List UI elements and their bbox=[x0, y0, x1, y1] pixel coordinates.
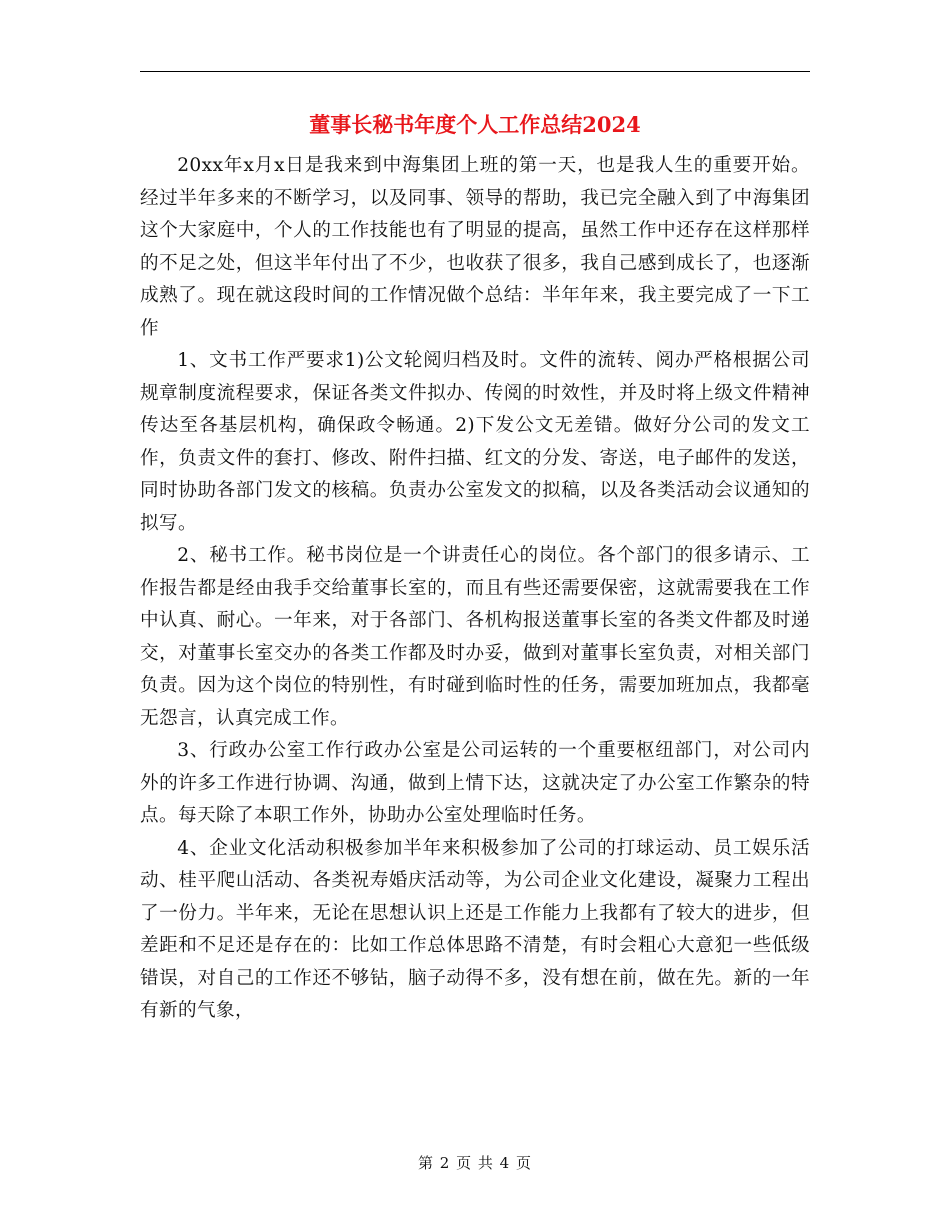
page-number-footer: 第 2 页 共 4 页 bbox=[418, 1154, 532, 1172]
document-body bbox=[140, 150, 810, 1028]
paragraph-item-4: 4、企业文化活动积极参加半年来积极参加了公司的打球运动、员工娱乐活动、桂平爬山活动、各类祝寿婚庆活动等，为公司企业文化建设，凝聚力工程出了一份力。半年来，无论在思想认识上还是工作能力上我都有了较大的进步，但差距和不足还是存在的：比如工作总体思路不清楚，有时会粗心大意犯一些低级错误，对自己的工作还不够钻，脑子动得不多，没有想在前，做在先。新的一年有新的气象， bbox=[140, 837, 810, 1021]
paragraph-item-1: 1、文书工作严要求1)公文轮阅归档及时。文件的流转、阅办严格根据公司规章制度流程要求，保证各类文件拟办、传阅的时效性，并及时将上级文件精神传达至各基层机构，确保政令畅通。2)下发公文无差错。做好分公司的发文工作，负责文件的套打、修改、附件扫描、红文的分发、寄送，电子邮件的发送，同时协助各部门发文的核稿。负责办公室发文的拟稿，以及各类活动会议通知的拟写。 bbox=[140, 350, 810, 534]
document-title: 董事长秘书年度个人工作总结2024 bbox=[309, 112, 641, 137]
paragraph-intro: 20xx年x月x日是我来到中海集团上班的第一天，也是我人生的重要开始。经过半年多来的不断学习，以及同事、领导的帮助，我已完全融入到了中海集团这个大家庭中，个人的工作技能也有了明显的提高，虽然工作中还存在这样那样的不足之处，但这半年付出了不少，也收获了很多，我自己感到成长了，也逐渐成熟了。现在就这段时间的工作情况做个总结：半年年来，我主要完成了一下工作 bbox=[140, 155, 810, 339]
header-rule bbox=[140, 71, 810, 72]
paragraph-item-3: 3、行政办公室工作行政办公室是公司运转的一个重要枢纽部门，对公司内外的许多工作进行协调、沟通，做到上情下达，这就决定了办公室工作繁杂的特点。每天除了本职工作外，协助办公室处理临时任务。 bbox=[140, 740, 810, 826]
paragraph-item-2: 2、秘书工作。秘书岗位是一个讲责任心的岗位。各个部门的很多请示、工作报告都是经由我手交给董事长室的，而且有些还需要保密，这就需要我在工作中认真、耐心。一年来，对于各部门、各机构报送董事长室的各类文件都及时递交，对董事长室交办的各类工作都及时办妥，做到对董事长室负责，对相关部门负责。因为这个岗位的特别性，有时碰到临时性的任务，需要加班加点，我都毫无怨言，认真完成工作。 bbox=[140, 545, 810, 729]
